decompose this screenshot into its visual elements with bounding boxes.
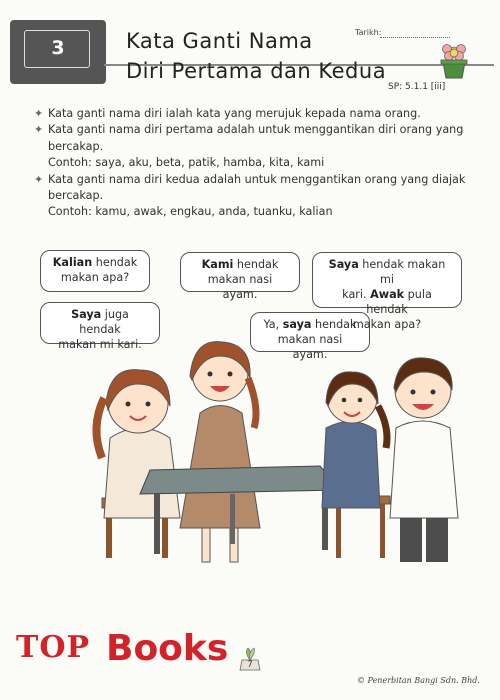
boy-figure [390,358,458,562]
bubble-text: hendak [92,256,138,269]
bubble-bold-word: Awak [370,288,405,301]
bubble-text: Ya, [263,318,283,331]
note-text: Kata ganti nama diri ialah kata yang merujuk kepada nama orang. [48,107,421,120]
topbooks-logo [10,622,260,682]
children-illustration [30,318,480,566]
bubble-text: makan nasi ayam. [277,333,343,361]
speech-bubble-saya-awak [312,252,462,331]
bubble-bold-word: Kalian [52,256,93,269]
note-example: Contoh: kamu, awak, engkau, anda, tuanku, kalian [48,205,333,219]
flower-pot-icon [435,40,473,82]
sp-code: SP: 5.1.1 [iii] [388,82,446,92]
speech-bubble-kami [180,252,300,301]
girl-middle-figure [180,342,260,562]
bubble-text: makan apa? [352,318,422,331]
bubble-text: hendak [311,318,357,331]
sparkle-bullet-icon: ✦ [34,107,44,120]
bubble-text: hendak makan mi [358,258,446,286]
sparkle-bullet-icon: ✦ [34,123,44,137]
girl-right-figure [322,372,390,558]
girl-left-figure [96,370,180,558]
copyright-text: © Penerbitan Bangi Sdn. Bhd. [357,676,480,685]
speech-bubble-kalian [40,250,150,292]
note-example: Contoh: saya, aku, beta, patik, hamba, kita, kami [48,156,325,170]
bubble-bold-word: Saya [71,308,102,321]
note-item [34,172,474,221]
bubble-bold-word: Kami [201,258,234,271]
bubble-text: makan apa? [60,271,130,284]
title-line-2: Diri Pertama dan Kedua [126,59,387,83]
bubble-bold-word: Saya [328,258,359,271]
sparkle-bullet-icon: ✦ [34,172,44,186]
lesson-number: 3 [51,37,65,59]
note-text: Kata ganti nama diri pertama adalah untuk menggantikan diri orang yang bercakap. [48,123,464,153]
page-number: 7 [247,660,253,670]
bubble-text: makan mi kari. [58,338,142,351]
date-label: Tarikh: [355,28,382,37]
bubble-text: hendak [233,258,279,271]
bubble-text: kari. [342,288,371,301]
logo-top-text: TOP [16,630,91,665]
bubble-text: makan nasi ayam. [207,273,273,301]
note-item [34,106,474,122]
date-field-line[interactable] [380,37,450,38]
title-line-1: Kata Ganti Nama [126,29,313,53]
bubble-text: pula hendak [366,288,432,316]
notes-list [34,106,474,221]
lesson-number-badge [10,20,106,84]
logo-books-text: Books [106,628,229,669]
note-text: Kata ganti nama diri kedua adalah untuk menggantikan orang yang diajak bercakap. [48,172,466,203]
bubble-bold-word: saya [282,318,312,331]
bubble-text: juga hendak [79,308,129,336]
note-item [34,122,474,171]
